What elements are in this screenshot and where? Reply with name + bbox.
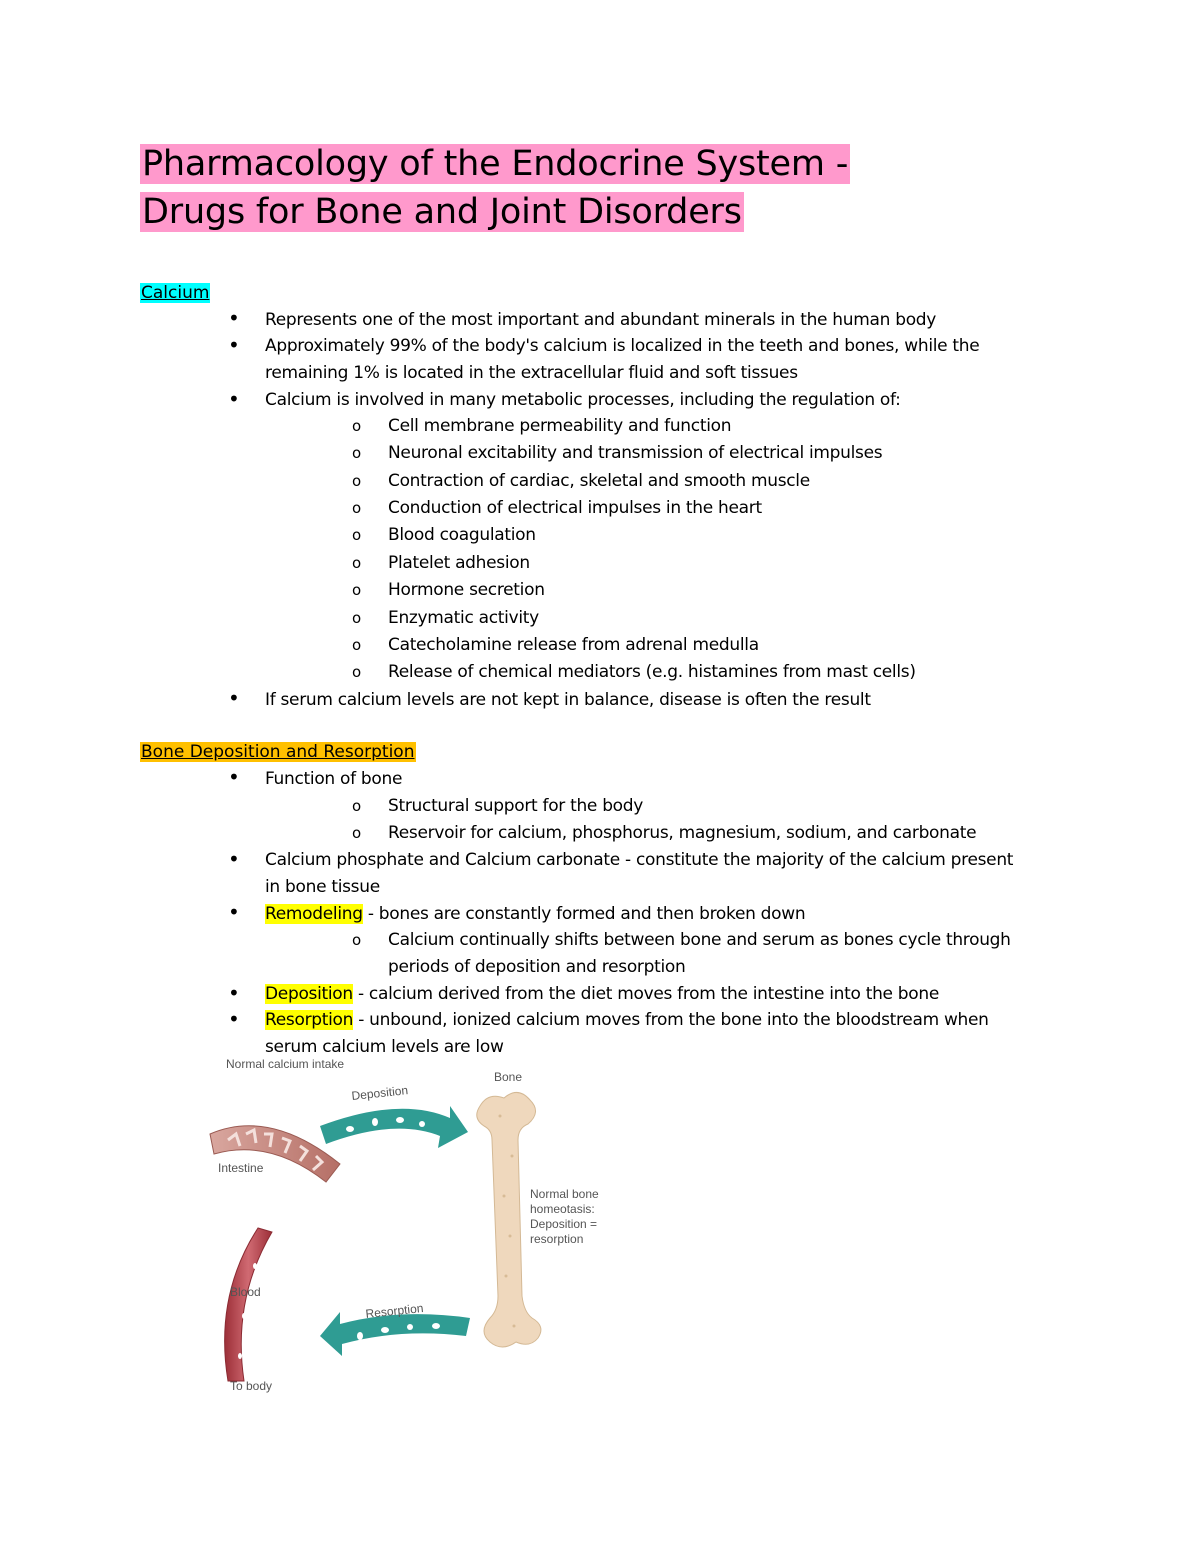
sub-list-item: Neuronal excitability and transmission of electrical impulses xyxy=(388,443,883,463)
deposition-arrow xyxy=(320,1106,468,1148)
sub-bullet: o xyxy=(352,931,362,949)
bullet: • xyxy=(228,900,240,924)
list-item: Function of bone xyxy=(265,769,403,789)
sub-bullet: o xyxy=(352,417,362,435)
sub-bullet: o xyxy=(352,636,362,654)
list-item: If serum calcium levels are not kept in balance, disease is often the result xyxy=(265,690,871,710)
sub-bullet: o xyxy=(352,526,362,544)
blood-vessel-illustration xyxy=(225,1228,272,1381)
bullet: • xyxy=(228,686,240,710)
list-item: Remodeling - bones are constantly formed and then broken down xyxy=(265,904,806,924)
sub-list-item: Enzymatic activity xyxy=(388,608,539,628)
bone-label: Bone xyxy=(494,1070,523,1084)
list-item-continuation: remaining 1% is located in the extracellular fluid and soft tissues xyxy=(265,363,798,383)
sub-list-item: Conduction of electrical impulses in the heart xyxy=(388,498,762,518)
bullet: • xyxy=(228,981,240,1005)
resorption-term: Resorption xyxy=(265,1010,354,1030)
sub-list-item: Calcium continually shifts between bone and serum as bones cycle through xyxy=(388,930,1011,950)
resorption-label: Resorption xyxy=(364,1300,425,1321)
title-line-1: Pharmacology of the Endocrine System - xyxy=(142,144,849,184)
list-item: Resorption - unbound, ionized calcium moves from the bone into the bloodstream when xyxy=(265,1010,989,1030)
resorption-arrow xyxy=(320,1312,470,1356)
homeostasis-label-1: Normal bone xyxy=(530,1187,599,1201)
sub-list-item: Catecholamine release from adrenal medulla xyxy=(388,635,759,655)
title-line-2: Drugs for Bone and Joint Disorders xyxy=(142,192,742,232)
list-item: Represents one of the most important and abundant minerals in the human body xyxy=(265,310,937,330)
remodeling-term: Remodeling xyxy=(265,904,363,924)
intestine-label: Intestine xyxy=(218,1161,264,1175)
sub-bullet: o xyxy=(352,554,362,572)
sub-bullet: o xyxy=(352,663,362,681)
calcium-homeostasis-figure xyxy=(200,1056,610,1401)
sub-list-item-continuation: periods of deposition and resorption xyxy=(388,957,686,977)
sub-bullet: o xyxy=(352,581,362,599)
bullet: • xyxy=(228,765,240,789)
to-body-label: To body xyxy=(230,1379,273,1393)
sub-bullet: o xyxy=(352,797,362,815)
bullet: • xyxy=(228,306,240,330)
bone-heading: Bone Deposition and Resorption xyxy=(141,742,415,762)
deposition-label: Deposition xyxy=(350,1083,409,1103)
sub-list-item: Structural support for the body xyxy=(388,796,644,816)
homeostasis-label-4: resorption xyxy=(530,1232,584,1246)
sub-list-item: Blood coagulation xyxy=(388,525,536,545)
list-item: Calcium phosphate and Calcium carbonate - constitute the majority of the calcium present xyxy=(265,850,1014,870)
list-item-continuation: in bone tissue xyxy=(265,877,380,897)
list-item: Approximately 99% of the body's calcium is localized in the teeth and bones, while the xyxy=(265,336,980,356)
normal-intake-label: Normal calcium intake xyxy=(226,1057,345,1071)
homeostasis-label-2: homeotasis: xyxy=(530,1202,595,1216)
sub-list-item: Contraction of cardiac, skeletal and smooth muscle xyxy=(388,471,810,491)
deposition-term: Deposition xyxy=(265,984,353,1004)
sub-list-item: Cell membrane permeability and function xyxy=(388,416,732,436)
sub-list-item: Release of chemical mediators (e.g. histamines from mast cells) xyxy=(388,662,916,682)
homeostasis-label-3: Deposition = xyxy=(530,1217,598,1231)
sub-bullet: o xyxy=(352,444,362,462)
bullet: • xyxy=(228,387,240,411)
calcium-heading: Calcium xyxy=(141,283,210,303)
list-item: Deposition - calcium derived from the diet moves from the intestine into the bone xyxy=(265,984,940,1004)
blood-label: Blood xyxy=(230,1285,261,1299)
document-title xyxy=(140,140,850,236)
sub-list-item: Hormone secretion xyxy=(388,580,545,600)
sub-bullet: o xyxy=(352,499,362,517)
list-item-continuation: serum calcium levels are low xyxy=(265,1037,504,1057)
bullet: • xyxy=(228,333,240,357)
bullet: • xyxy=(228,1007,240,1031)
sub-bullet: o xyxy=(352,609,362,627)
sub-list-item: Reservoir for calcium, phosphorus, magnesium, sodium, and carbonate xyxy=(388,823,977,843)
list-item: Calcium is involved in many metabolic processes, including the regulation of: xyxy=(265,390,901,410)
sub-bullet: o xyxy=(352,472,362,490)
sub-list-item: Platelet adhesion xyxy=(388,553,530,573)
bullet: • xyxy=(228,847,240,871)
sub-bullet: o xyxy=(352,824,362,842)
